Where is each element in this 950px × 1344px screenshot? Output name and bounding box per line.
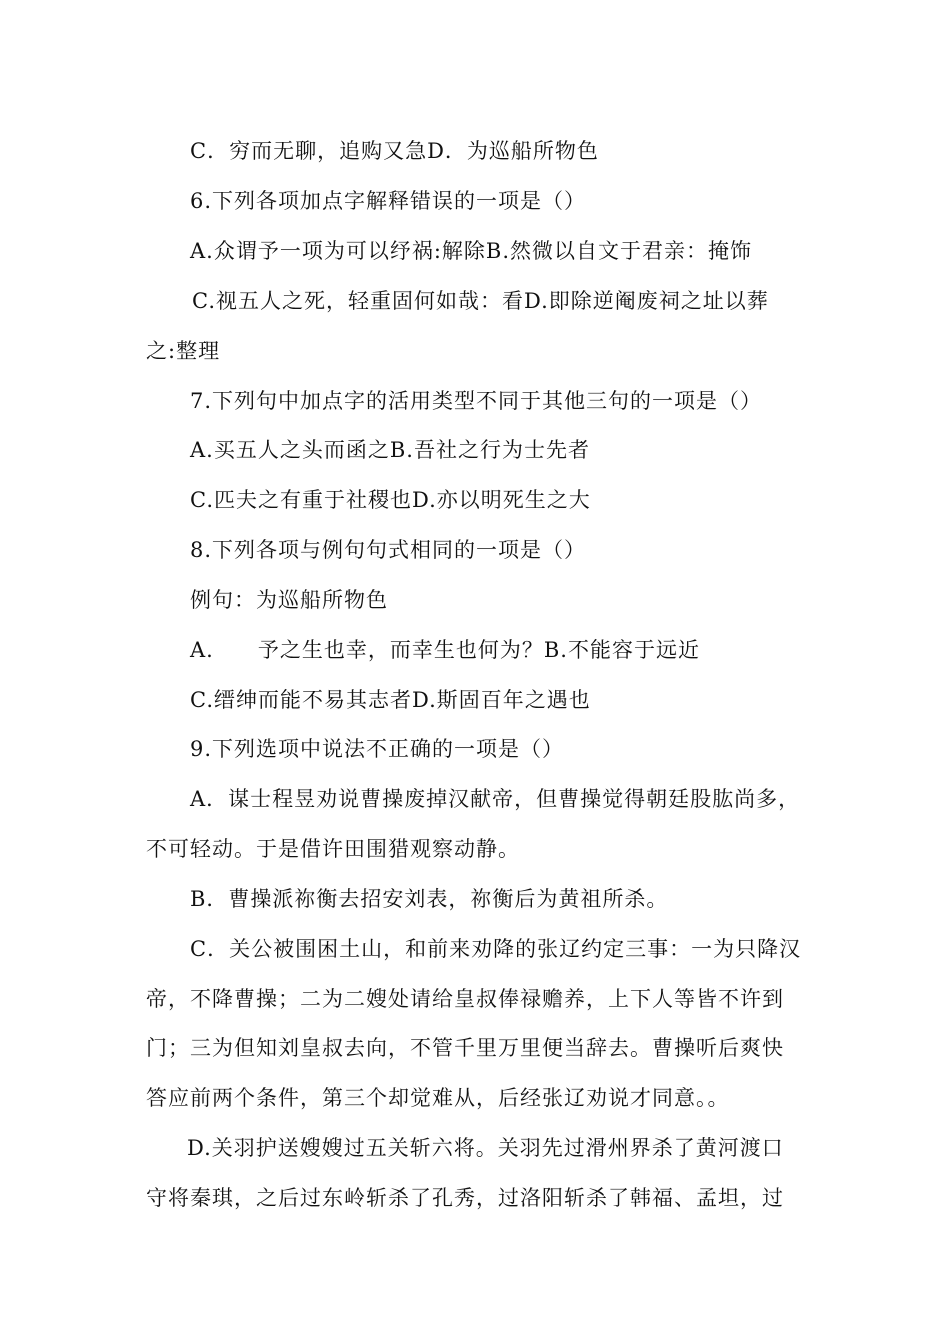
option-9a-line-2: 不可轻动。于是借许田围猎观察动静。	[146, 837, 520, 861]
option-9d-line-2: 守将秦琪，之后过东岭斩杀了孔秀，过洛阳斩杀了韩福、孟坦，过	[146, 1186, 784, 1210]
option-line-8ab: A. 予之生也幸，而幸生也何为？B.不能容于远近	[190, 638, 700, 662]
option-line-6cd-cont: 之:整理	[146, 339, 221, 363]
option-9c-line-1: C．关公被围困土山，和前来劝降的张辽约定三事：一为只降汉	[190, 937, 802, 961]
question-8: 8.下列各项与例句句式相同的一项是（）	[190, 538, 587, 562]
option-line-8cd: C.缙绅而能不易其志者D.斯固百年之遇也	[190, 688, 591, 712]
option-line-6ab: A.众谓予一项为可以纾祸:解除B.然微以自文于君亲：掩饰	[190, 239, 753, 263]
option-9c-line-4: 答应前两个条件，第三个却觉难从，后经张辽劝说才同意。。	[146, 1086, 730, 1110]
option-9c-line-3: 门；三为但知刘皇叔去向，不管千里万里便当辞去。曹操听后爽快	[146, 1036, 784, 1060]
option-line-7cd: C.匹夫之有重于社稷也D.亦以明死生之大	[190, 488, 591, 512]
option-9c-line-2: 帝，不降曹操；二为二嫂处请给皇叔俸禄赡养，上下人等皆不许到	[146, 987, 784, 1011]
option-9d-line-1: D.关羽护送嫂嫂过五关斩六将。关羽先过滑州界杀了黄河渡口	[187, 1136, 784, 1160]
option-line-5cd: C．穷而无聊，追购又急D．为巡船所物色	[190, 139, 599, 163]
option-9b: B．曹操派祢衡去招安刘表，祢衡后为黄祖所杀。	[190, 887, 669, 911]
option-line-7ab: A.买五人之头而函之B.吾社之行为士先者	[190, 438, 590, 462]
question-6: 6.下列各项加点字解释错误的一项是（）	[190, 189, 587, 213]
option-9a-line-1: A．谋士程昱劝说曹操废掉汉献帝，但曹操觉得朝廷股肱尚多，	[190, 787, 801, 811]
example-sentence: 例句：为巡船所物色	[190, 588, 388, 612]
option-line-6cd: C.视五人之死，轻重固何如哉：看D.即除逆阉废祠之址以葬	[192, 289, 769, 313]
question-9: 9.下列选项中说法不正确的一项是（）	[190, 737, 565, 761]
question-7: 7.下列句中加点字的活用类型不同于其他三句的一项是（）	[190, 389, 763, 413]
